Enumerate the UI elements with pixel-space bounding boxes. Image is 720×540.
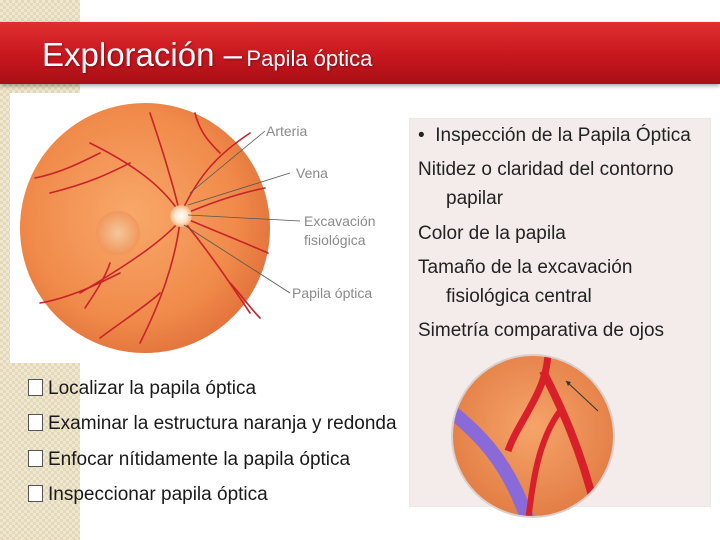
item3-line1: Tamaño de la excavación bbox=[418, 257, 633, 278]
heading-bullet: • bbox=[418, 125, 425, 146]
disc-closeup bbox=[448, 351, 618, 521]
item1-line1: Nitidez o claridad del contorno bbox=[418, 159, 674, 180]
label-vena: Vena bbox=[296, 165, 328, 181]
fundus-circle bbox=[20, 103, 270, 353]
item3-line2: fisiológica central bbox=[446, 286, 592, 307]
macula bbox=[96, 211, 140, 255]
item1-line2: papilar bbox=[446, 188, 504, 209]
step-item bbox=[28, 449, 350, 471]
slide-title bbox=[42, 36, 372, 74]
checkbox-bullet-icon bbox=[28, 414, 43, 431]
step-text: Inspeccionar papila óptica bbox=[48, 484, 268, 505]
item2: Color de la papila bbox=[418, 223, 566, 244]
step-item bbox=[28, 378, 256, 400]
checkbox-bullet-icon bbox=[28, 450, 43, 467]
label-excavacion-1: Excavación bbox=[304, 213, 376, 229]
step-text: Enfocar nítidamente la papila óptica bbox=[48, 449, 351, 470]
step-item bbox=[28, 413, 397, 435]
inspection-heading bbox=[418, 125, 691, 147]
fundus-diagram bbox=[10, 93, 396, 363]
title-sub: Papila óptica bbox=[246, 46, 373, 71]
label-arteria: Arteria bbox=[266, 123, 308, 139]
checkbox-bullet-icon bbox=[28, 485, 43, 502]
item4: Simetría comparativa de ojos bbox=[418, 320, 665, 341]
inspection-box bbox=[409, 118, 711, 507]
step-item bbox=[28, 484, 268, 506]
label-papila: Papila óptica bbox=[292, 285, 373, 301]
optic-disc bbox=[170, 205, 192, 227]
label-excavacion-2: fisiológica bbox=[304, 232, 366, 248]
checkbox-bullet-icon bbox=[28, 379, 43, 396]
step-text: Examinar la estructura naranja y redonda bbox=[48, 413, 397, 434]
heading-text: Inspección de la Papila Óptica bbox=[435, 125, 691, 146]
step-text: Localizar la papila óptica bbox=[48, 378, 257, 399]
title-main: Exploración – bbox=[42, 36, 242, 73]
